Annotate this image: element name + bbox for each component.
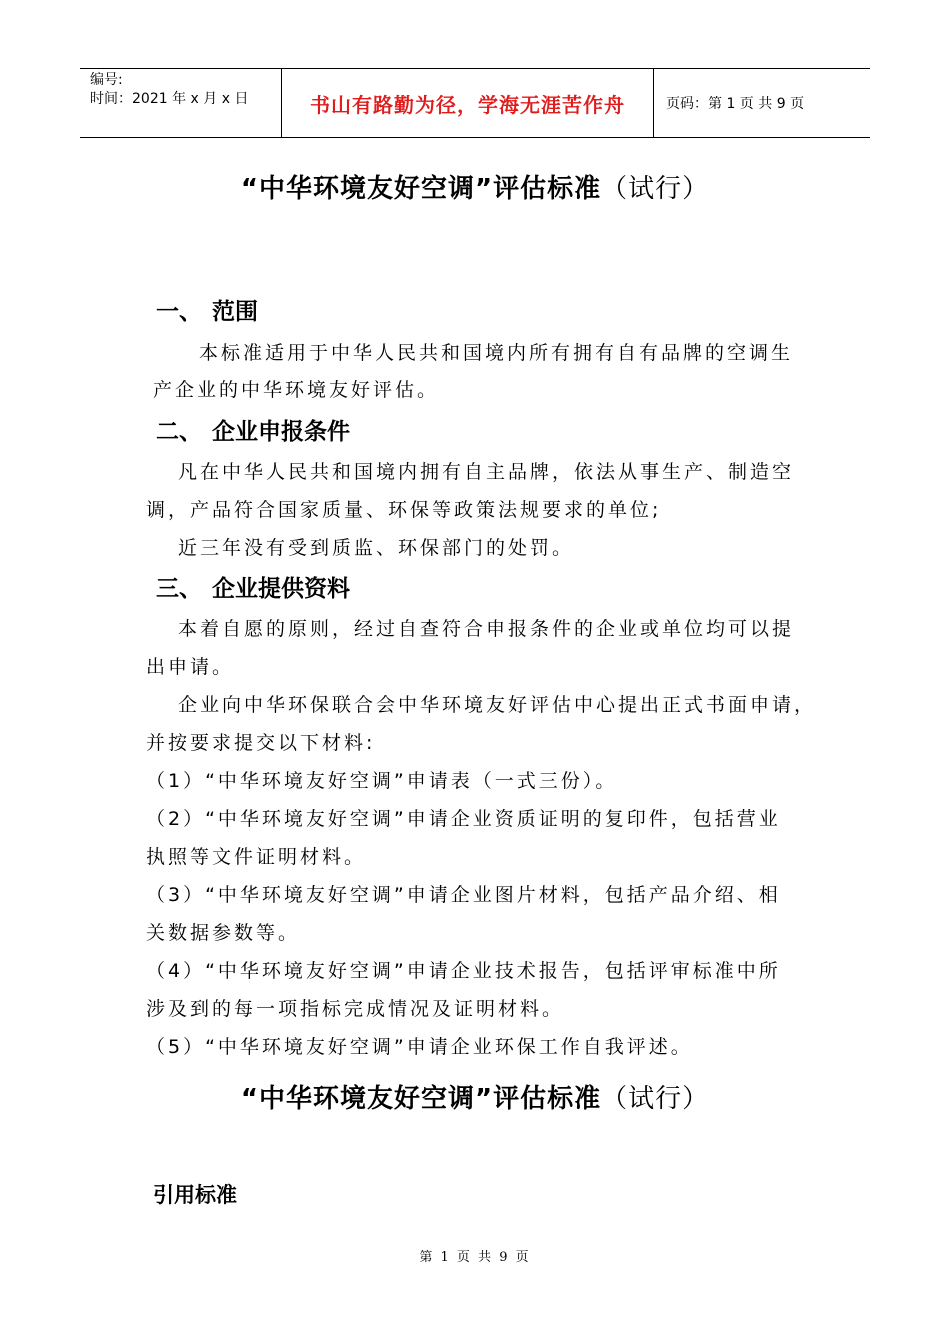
document-title-repeat: [0, 1078, 950, 1115]
header-meta-cell: [80, 69, 282, 137]
document-title: [0, 168, 950, 205]
paragraph-line: 本标准适用于中华人民共和国境内所有拥有自有品牌的空调生: [199, 342, 794, 364]
code-label: 编号:: [90, 72, 123, 88]
motto-text: 书山有路勤为径，学海无涯苦作舟: [310, 92, 625, 117]
section-title: 企业提供资料: [212, 576, 350, 602]
section-heading-materials: [156, 570, 350, 603]
header-table: [80, 68, 870, 138]
section-heading-conditions: [156, 413, 350, 446]
title-suffix: （试行）: [601, 174, 710, 204]
list-item: （4）“中华环境友好空调”申请企业技术报告，包括评审标准中所: [146, 960, 781, 982]
page-label: 页码：第 1 页 共 9 页: [666, 96, 805, 112]
section-number: 三、: [156, 576, 202, 602]
list-item: （2）“中华环境友好空调”申请企业资质证明的复印件，包括营业: [146, 808, 781, 830]
list-item: （1）“中华环境友好空调”申请表（一式三份）。: [146, 770, 618, 792]
paragraph-line: 近三年没有受到质监、环保部门的处罚。: [178, 537, 575, 559]
paragraph-line: 企业向中华环保联合会中华环境友好评估中心提出正式书面申请，: [178, 694, 817, 716]
section-title: 企业申报条件: [212, 419, 350, 445]
list-item: （3）“中华环境友好空调”申请企业图片材料，包括产品介绍、相: [146, 884, 781, 906]
paragraph-line: 凡在中华人民共和国境内拥有自主品牌，依法从事生产、制造空: [178, 461, 795, 483]
section-number: 二、: [156, 419, 202, 445]
paragraph-line: 产企业的中华环境友好评估。: [153, 379, 440, 401]
title-main: “中华环境友好空调”评估标准: [240, 174, 602, 204]
list-item: （5）“中华环境友好空调”申请企业环保工作自我评述。: [146, 1036, 693, 1058]
list-item-continuation: 关数据参数等。: [146, 922, 301, 944]
section-number: 一、: [156, 299, 202, 325]
section-heading-scope: [156, 293, 258, 326]
section-title: 范围: [212, 299, 258, 325]
time-label: 时间：2021 年 x 月 x 日: [90, 91, 249, 107]
paragraph-line: 调，产品符合国家质量、环保等政策法规要求的单位;: [146, 499, 662, 521]
paragraph-line: 并按要求提交以下材料:: [146, 732, 376, 754]
paragraph-line: 出申请。: [146, 656, 235, 678]
title-suffix: （试行）: [601, 1084, 710, 1114]
list-item-continuation: 涉及到的每一项指标完成情况及证明材料。: [146, 998, 565, 1020]
page-footer: 第 1 页 共 9 页: [419, 1250, 531, 1265]
paragraph-line: 本着自愿的原则，经过自查符合申报条件的企业或单位均可以提: [178, 618, 795, 640]
header-motto-cell: [282, 69, 654, 137]
header-page-cell: [654, 69, 870, 137]
reference-standards-heading: 引用标准: [153, 1183, 237, 1207]
title-main: “中华环境友好空调”评估标准: [240, 1084, 602, 1114]
list-item-continuation: 执照等文件证明材料。: [146, 846, 367, 868]
